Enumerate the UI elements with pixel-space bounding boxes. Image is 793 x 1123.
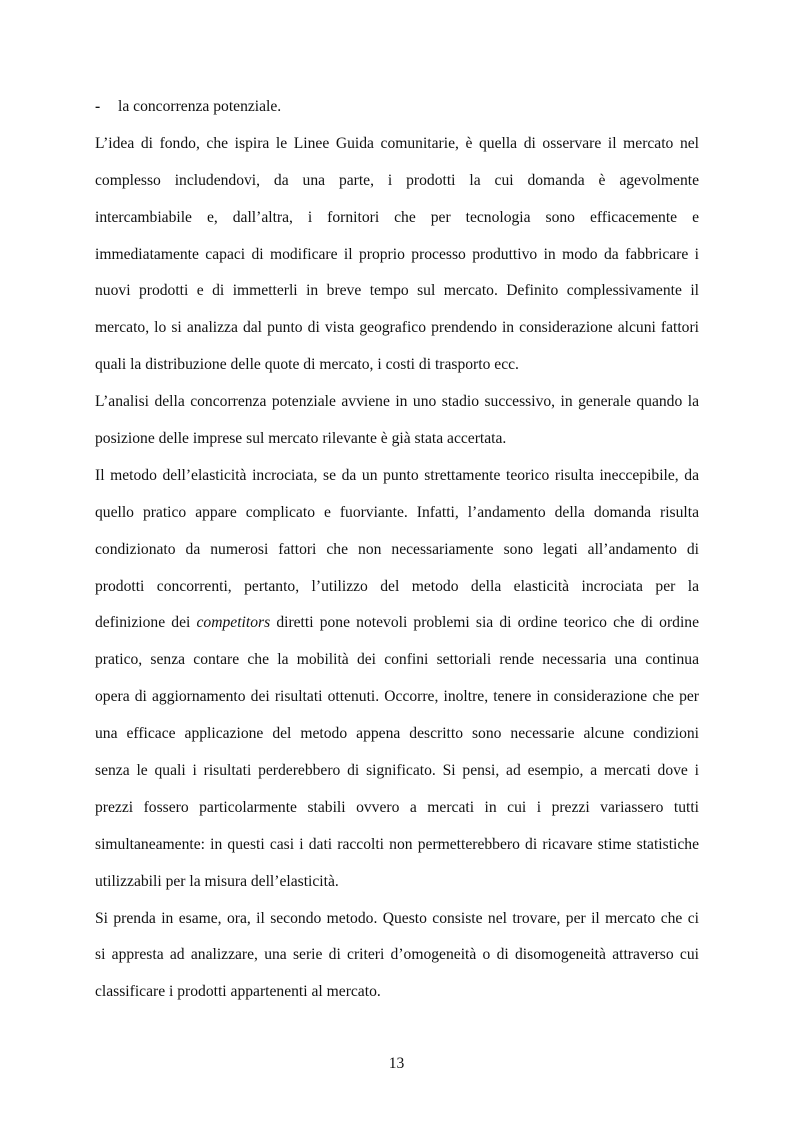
text-line: simultaneamente: in questi casi i dati raccolti non permetterebbero di ricavare stime statistiche — [95, 835, 699, 853]
text-line: complesso includendovi, da una parte, i prodotti la cui domanda è agevolmente — [95, 171, 699, 189]
text-line: nuovi prodotti e di immetterli in breve tempo sul mercato. Definito complessivamente il — [95, 282, 699, 300]
italic-term: competitors — [196, 614, 271, 632]
text-segment: diretti pone notevoli problemi sia di ordine teorico che di ordine — [276, 614, 699, 632]
paragraph-1 — [95, 129, 699, 387]
text-line: si appresta ad analizzare, una serie di criteri d’omogeneità o di disomogeneità attraverso cui — [95, 946, 699, 964]
page-body — [95, 92, 699, 1014]
text-line: pratico, senza contare che la mobilità dei confini settoriali rende necessaria una continua — [95, 651, 699, 669]
text-line: classificare i prodotti appartenenti al mercato. — [95, 983, 381, 1001]
text-line: Il metodo dell’elasticità incrociata, se da un punto strettamente teorico risulta ineccepibile, da — [95, 466, 699, 484]
paragraph-2 — [95, 387, 699, 461]
text-line: opera di aggiornamento dei risultati ottenuti. Occorre, inoltre, tenere in considerazione che per — [95, 688, 699, 706]
text-line: L’idea di fondo, che ispira le Linee Guida comunitarie, è quella di osservare il mercato nel — [95, 134, 699, 152]
text-line-with-italic — [95, 608, 699, 645]
text-line: intercambiabile e, dall’altra, i fornitori che per tecnologia sono efficacemente e — [95, 208, 699, 226]
text-line: senza le quali i risultati perderebbero di significato. Si pensi, ad esempio, a mercati dove i — [95, 762, 699, 780]
text-line: prodotti concorrenti, pertanto, l’utilizzo del metodo della elasticità incrociata per la — [95, 577, 699, 595]
text-line: quali la distribuzione delle quote di mercato, i costi di trasporto ecc. — [95, 356, 519, 374]
text-line: quello pratico appare complicato e fuorviante. Infatti, l’andamento della domanda risulta — [95, 503, 699, 521]
paragraph-3 — [95, 461, 699, 904]
text-line: condizionato da numerosi fattori che non necessariamente sono legati all’andamento di — [95, 540, 699, 558]
paragraph-4 — [95, 904, 699, 1015]
text-line: utilizzabili per la misura dell’elasticità. — [95, 872, 339, 890]
text-line: mercato, lo si analizza dal punto di vista geografico prendendo in considerazione alcuni fattori — [95, 319, 699, 337]
text-segment: definizione dei — [95, 614, 191, 632]
page-number: 13 — [388, 1055, 405, 1072]
bullet-text: la concorrenza potenziale. — [118, 98, 282, 115]
bullet-item — [95, 92, 699, 129]
bullet-marker: - — [95, 98, 101, 115]
text-line: prezzi fossero particolarmente stabili ovvero a mercati in cui i prezzi variassero tutti — [95, 798, 699, 816]
text-line: una efficace applicazione del metodo appena descritto sono necessarie alcune condizioni — [95, 725, 699, 743]
text-line: immediatamente capaci di modificare il proprio processo produttivo in modo da fabbricare i — [95, 245, 699, 263]
text-line: L’analisi della concorrenza potenziale avviene in uno stadio successivo, in generale quando la — [95, 393, 699, 411]
text-line: posizione delle imprese sul mercato rilevante è già stata accertata. — [95, 430, 507, 448]
text-line: Si prenda in esame, ora, il secondo metodo. Questo consiste nel trovare, per il mercato che ci — [95, 909, 699, 927]
